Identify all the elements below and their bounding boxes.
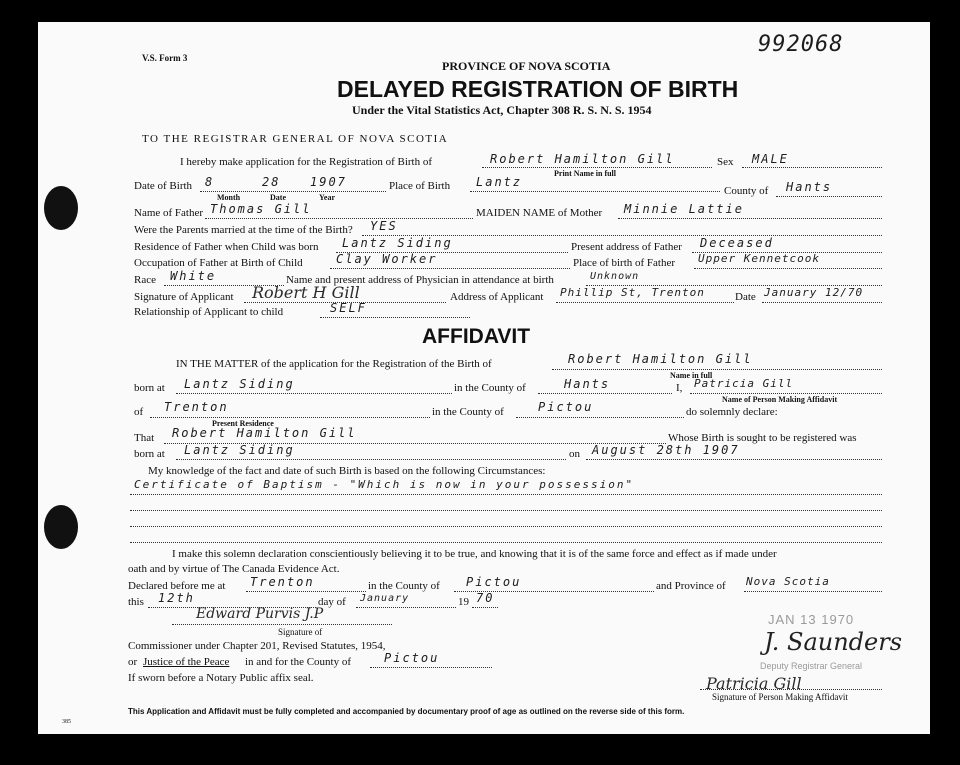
affidavit-birth-date: August 28th 1907 (592, 443, 740, 457)
label-residence-father: Residence of Father when Child was born (134, 241, 319, 253)
declaration-text-2: oath and by virtue of The Canada Evidence Act. (128, 563, 340, 575)
label-whose-birth: Whose Birth is sought to be registered was (668, 432, 857, 444)
registrar-signature: J. Saunders (764, 628, 903, 656)
line-county (776, 196, 882, 197)
line-father (205, 218, 473, 219)
punch-hole-top (44, 186, 78, 230)
label-place-of-birth: Place of Birth (389, 180, 451, 192)
line-deponent-signature (700, 689, 882, 690)
label-date-of-birth: Date of Birth (134, 180, 193, 192)
line-year (472, 607, 498, 608)
circumstance-line-1 (130, 494, 882, 495)
affidavit-circumstances: Certificate of Baptism - "Which is now in your possession" (134, 478, 635, 491)
label-signature-person: Signature of Person Making Affidavit (712, 692, 848, 702)
value-father: Thomas Gill (210, 202, 312, 216)
label-this: this (128, 596, 144, 608)
line-date-of-birth (200, 191, 386, 192)
declared-month: January (360, 593, 410, 604)
value-married: YES (370, 219, 398, 233)
affidavit-title: AFFIDAVIT (422, 325, 531, 348)
value-applicant-signature: Robert H Gill (252, 283, 360, 302)
line-place-of-birth (470, 191, 720, 192)
line-deponent (690, 393, 882, 394)
label-print-name: Print Name in full (554, 169, 616, 178)
label-county-1: in the County of (454, 382, 526, 394)
affidavit-deponent: Patricia Gill (694, 377, 794, 390)
footer-notice: This Application and Affidavit must be fully completed and accompanied by documentary proof of age as outlined on the reverse side of this form. (128, 707, 685, 716)
value-residence: Lantz Siding (342, 236, 453, 250)
label-declare: do solemnly declare: (686, 406, 778, 418)
line-mother (618, 218, 882, 219)
label-occupation-father: Occupation of Father at Birth of Child (134, 257, 303, 269)
label-born-at-2: born at (134, 448, 165, 460)
label-name-person: Name of Person Making Affidavit (722, 395, 838, 404)
value-sex: MALE (752, 152, 789, 166)
affidavit-county2: Pictou (538, 400, 594, 414)
value-child-name: Robert Hamilton Gill (490, 152, 675, 166)
label-that: That (134, 432, 155, 444)
value-relationship: SELF (330, 301, 367, 315)
label-place-birth-father: Place of birth of Father (573, 257, 676, 269)
line-declared-place (246, 591, 366, 592)
label-parents-married: Were the Parents married at the time of the Birth? (134, 224, 353, 236)
value-date: January 12/70 (764, 286, 864, 299)
value-month: 8 (205, 175, 215, 189)
circumstance-line-4 (130, 542, 882, 543)
affidavit-born-at: Lantz Siding (184, 377, 295, 391)
value-place-of-birth: Lantz (476, 175, 523, 189)
label-signature-of: Signature of (278, 627, 323, 637)
form-number: V.S. Form 3 (142, 53, 188, 63)
declaration-text-1: I make this solemn declaration conscientiously believing it to be true, and knowing that it is of the same force and effect as if made under (172, 548, 777, 560)
label-matter: IN THE MATTER of the application for the Registration of the Birth of (176, 358, 492, 370)
line-applicant-address (556, 302, 734, 303)
value-father-birthplace: Upper Kennetcook (698, 252, 820, 265)
affidavit-name: Robert Hamilton Gill (568, 352, 753, 366)
declared-day: 12th (158, 591, 195, 605)
deponent-signature: Patricia Gill (706, 674, 802, 693)
declared-place: Trenton (250, 575, 315, 589)
line-occupation (330, 268, 570, 269)
label-or: or (128, 656, 138, 668)
line-month (356, 607, 456, 608)
label-declared: Declared before me at (128, 580, 226, 592)
label-application: I hereby make application for the Registration of Birth of (180, 156, 433, 168)
label-name-in-full: Name in full (670, 371, 713, 380)
label-physician: Name and present address of Physician in attendance at birth (286, 274, 554, 286)
line-county-2 (516, 417, 684, 418)
label-province: and Province of (656, 580, 726, 592)
addressee: TO THE REGISTRAR GENERAL OF NOVA SCOTIA (142, 133, 449, 145)
line-jp-county (370, 667, 492, 668)
label-commissioner: Commissioner under Chapter 201, Revised Statutes, 1954, (128, 640, 386, 652)
circumstance-line-3 (130, 526, 882, 527)
label-date2: Date (735, 291, 756, 303)
label-date: Date (270, 193, 286, 202)
label-born-at: born at (134, 382, 165, 394)
value-physician: Unknown (590, 271, 640, 282)
line-born-at-2 (176, 459, 566, 460)
deputy-registrar-stamp: Deputy Registrar General (760, 661, 863, 671)
received-date-stamp: JAN 13 1970 (768, 612, 855, 627)
line-residence-aff (150, 417, 430, 418)
value-day: 28 (262, 175, 281, 189)
line-county-1 (538, 393, 672, 394)
label-race: Race (134, 274, 156, 286)
label-notary: If sworn before a Notary Public affix seal. (128, 672, 314, 684)
jp-signature: Edward Purvis J.P (196, 606, 324, 622)
label-jp-county: in and for the County of (245, 656, 352, 668)
line-jp-signature (172, 624, 392, 625)
province-heading: PROVINCE OF NOVA SCOTIA (442, 59, 611, 73)
label-maiden-name-mother: MAIDEN NAME of Mother (476, 207, 603, 219)
punch-hole-bottom (44, 505, 78, 549)
affidavit-residence: Trenton (164, 400, 229, 414)
line-date2 (762, 302, 882, 303)
label-i: I, (676, 382, 683, 394)
label-month: Month (217, 193, 241, 202)
line-father-birthplace (694, 268, 882, 269)
line-province (744, 591, 882, 592)
label-sex: Sex (717, 156, 734, 168)
affidavit-county: Hants (564, 377, 611, 391)
label-present-address-father: Present address of Father (571, 241, 682, 253)
label-address-applicant: Address of Applicant (450, 291, 544, 303)
line-name (482, 167, 712, 168)
circumstance-line-2 (130, 510, 882, 511)
label-19: 19 (458, 596, 469, 608)
declared-year: 70 (476, 591, 495, 605)
declared-county: Pictou (466, 575, 522, 589)
label-on: on (569, 448, 580, 460)
label-county-of: County of (724, 185, 769, 197)
label-day-of: day of (318, 596, 346, 608)
line-born-at (176, 393, 452, 394)
form-title: DELAYED REGISTRATION OF BIRTH (337, 76, 739, 102)
value-applicant-address: Phillip St, Trenton (560, 286, 705, 299)
label-justice-of-peace: Justice of the Peace (143, 656, 230, 668)
form-subtitle: Under the Vital Statistics Act, Chapter 308 R. S. N. S. 1954 (352, 103, 652, 117)
label-present-residence: Present Residence (212, 419, 274, 428)
value-present-address: Deceased (700, 236, 774, 250)
label-decl-county: in the County of (368, 580, 440, 592)
footer-code: 385 (62, 719, 71, 725)
affidavit-that-name: Robert Hamilton Gill (172, 426, 357, 440)
value-race: White (170, 269, 217, 283)
affidavit-born-at-2: Lantz Siding (184, 443, 295, 457)
value-occupation: Clay Worker (336, 252, 438, 266)
registration-number: 992068 (758, 32, 844, 57)
value-county: Hants (786, 180, 833, 194)
label-year: Year (319, 193, 335, 202)
label-name-of-father: Name of Father (134, 207, 204, 219)
line-on (586, 459, 882, 460)
value-mother: Minnie Lattie (624, 202, 744, 216)
jp-county: Pictou (384, 651, 440, 665)
label-of: of (134, 406, 144, 418)
label-relationship: Relationship of Applicant to child (134, 306, 284, 318)
line-sex (742, 167, 882, 168)
value-year: 1907 (310, 175, 347, 189)
label-knowledge: My knowledge of the fact and date of such Birth is based on the following Circumstances: (148, 465, 546, 477)
label-county-2: in the County of (432, 406, 504, 418)
declared-province: Nova Scotia (746, 575, 830, 588)
label-signature-applicant: Signature of Applicant (134, 291, 234, 303)
line-relationship (320, 317, 470, 318)
line-affidavit-name (552, 369, 882, 370)
